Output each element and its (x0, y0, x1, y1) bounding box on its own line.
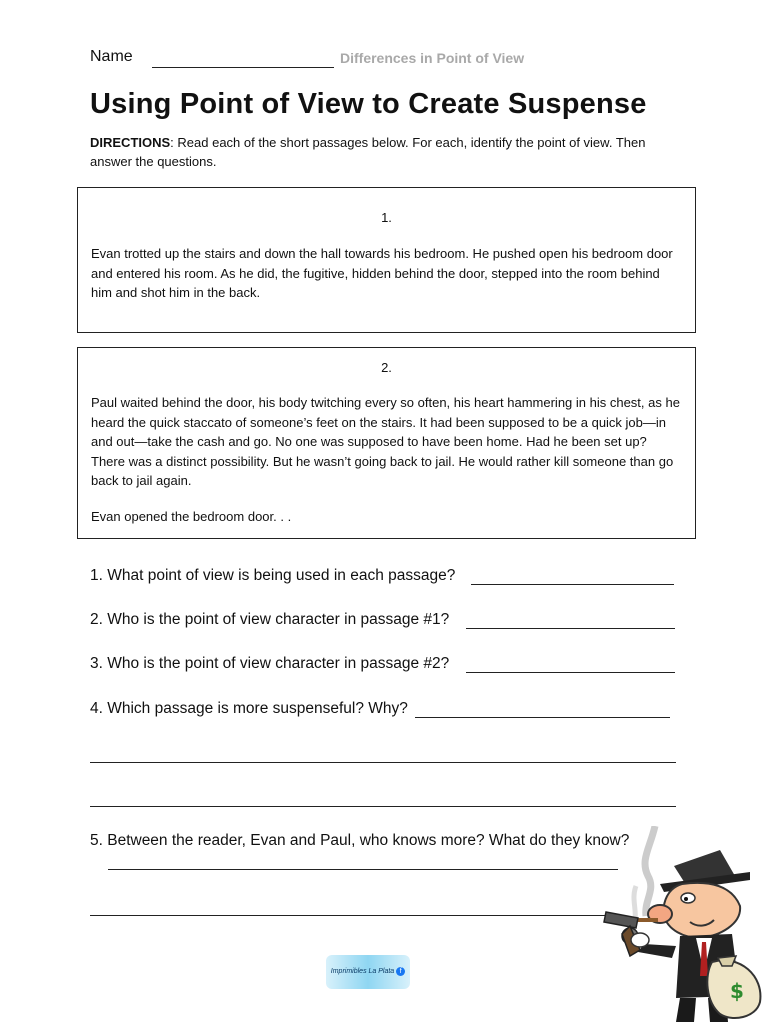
passage-2-text: Paul waited behind the door, his body twitching every so often, his heart hammering in his chest, as he heard the quick staccato of someone’s feet on the stairs. It had been supposed to be a quick job—in and out—take the cash and go. No one was supposed to have been home. Had he been set up? There was a distinct possibility. But he wasn’t going back to jail. He would rather kill someone than go back to jail again. (91, 395, 680, 488)
question-4: 4. Which passage is more suspenseful? Why? (90, 700, 408, 717)
passage-1-number: 1. (381, 210, 392, 225)
gangster-with-gun-and-money-bag-icon (600, 826, 768, 1024)
question-5: 5. Between the reader, Evan and Paul, who knows more? What do they know? (90, 832, 630, 849)
question-1: 1. What point of view is being used in each passage? (90, 567, 456, 584)
answer-line-2[interactable] (466, 628, 675, 629)
passage-1-text: Evan trotted up the stairs and down the hall towards his bedroom. He pushed open his bedroom door and entered his room. As he did, the fugitive, hidden behind the door, stepped into the room behind him and shot him in the back. (91, 246, 673, 300)
answer-line-4b[interactable] (90, 762, 676, 763)
question-2: 2. Who is the point of view character in passage #1? (90, 611, 450, 628)
passage-2-number: 2. (381, 360, 392, 375)
passage-1-box (77, 187, 696, 333)
facebook-icon: f (396, 967, 405, 976)
svg-text:$: $ (730, 979, 744, 1003)
directions (90, 133, 690, 171)
answer-line-5[interactable] (108, 869, 618, 870)
passage-2-box (77, 347, 696, 539)
answer-line-4c[interactable] (90, 806, 676, 807)
question-3: 3. Who is the point of view character in passage #2? (90, 655, 450, 672)
name-label: Name (90, 48, 133, 65)
directions-label: DIRECTIONS (90, 135, 171, 150)
publisher-logo (326, 955, 410, 989)
answer-line-4[interactable] (415, 717, 670, 718)
passage-2-ending: Evan opened the bedroom door. . . (91, 509, 292, 524)
worksheet-subtitle: Differences in Point of View (340, 50, 525, 66)
answer-line-5b[interactable] (90, 915, 610, 916)
answer-line-3[interactable] (466, 672, 675, 673)
name-blank-line[interactable] (152, 67, 334, 68)
worksheet-title: Using Point of View to Create Suspense (90, 88, 647, 120)
logo-text: Imprimibles La Plata (330, 968, 395, 975)
directions-text: : Read each of the short passages below. For each, identify the point of view. Then answer the questions. (90, 135, 646, 169)
answer-line-1[interactable] (471, 584, 674, 585)
